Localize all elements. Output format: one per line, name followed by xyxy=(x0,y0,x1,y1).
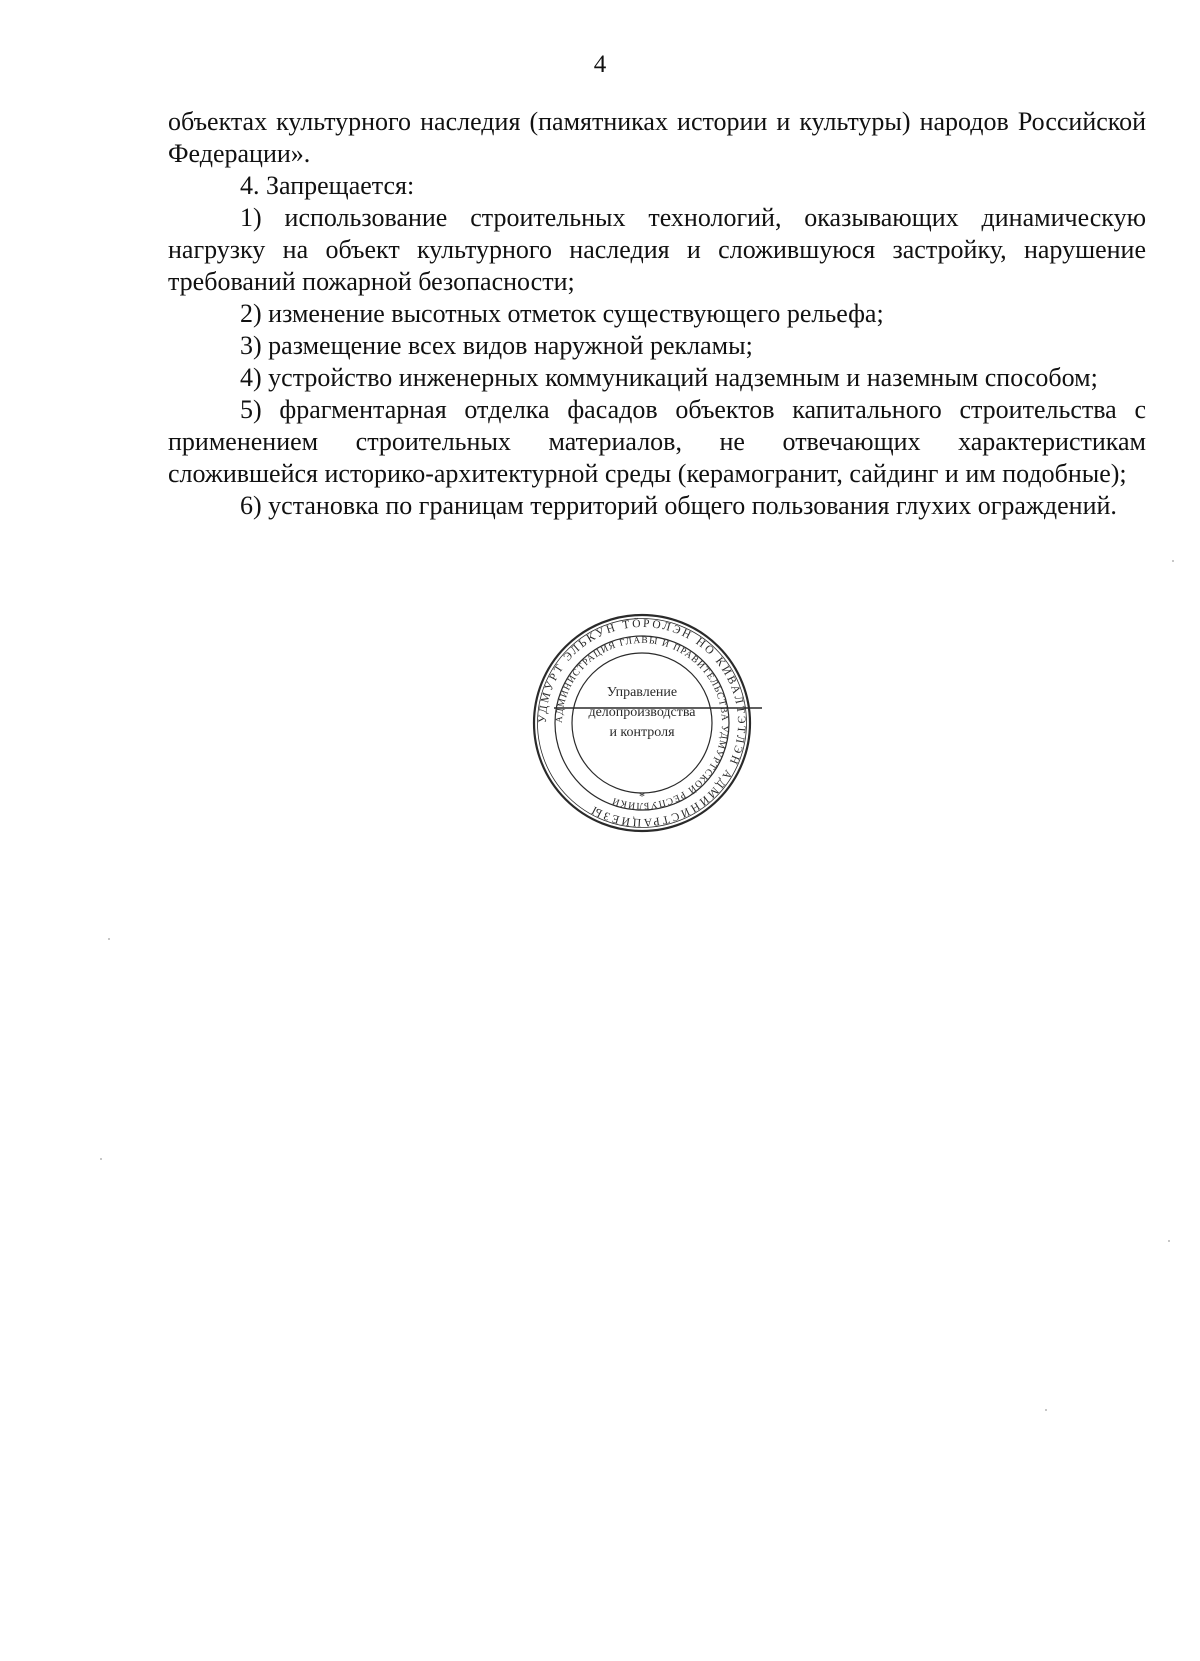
official-seal xyxy=(522,612,762,834)
paragraph-continuation: объектах культурного наследия (памятниках истории и культуры) народов Российской Федерации». xyxy=(168,107,1146,168)
scan-speck xyxy=(108,938,110,940)
seal-outer-text: УДМУРТ ЭЛЬКУН ТӦРОЛЭН НО КИВАЛТЭТЛЭН АДМИНИСТРАЦИЕЗЫ xyxy=(536,617,748,829)
seal-center-line-3: и контроля xyxy=(609,725,675,740)
seal-inner-text: АДМИНИСТРАЦИЯ ГЛАВЫ И ПРАВИТЕЛЬСТВА УДМУРТСКОЙ РЕСПУБЛИКИ xyxy=(554,635,730,811)
page-number: 4 xyxy=(593,51,607,78)
seal-star-icon: * xyxy=(639,789,645,803)
seal-center-line-2: делопроизводства xyxy=(588,705,696,720)
paragraph-item-4: 4) устройство инженерных коммуникаций надземным и наземным способом; xyxy=(240,363,1098,392)
paragraph-item-6: 6) установка по границам территорий общего пользования глухих ограждений. xyxy=(240,491,1117,520)
paragraph-section-4-heading: 4. Запрещается: xyxy=(240,171,415,200)
scan-speck xyxy=(1168,1240,1170,1242)
seal-graphic xyxy=(522,612,762,834)
seal-inner-ring xyxy=(572,653,712,793)
paragraph-item-3: 3) размещение всех видов наружной рекламы; xyxy=(240,331,753,360)
scan-speck xyxy=(1172,560,1174,562)
scan-speck xyxy=(100,1158,102,1160)
paragraph-item-5: 5) фрагментарная отделка фасадов объектов капитального строительства с применением строительных материалов, не отвечающих характеристикам сложившейся историко-архитектурной среды (керамогранит, сайдинг и им подобные); xyxy=(168,395,1146,488)
paragraph-item-2: 2) изменение высотных отметок существующего рельефа; xyxy=(240,299,884,328)
document-body xyxy=(168,106,1146,522)
seal-center-line-1: Управление xyxy=(606,685,678,700)
paragraph-item-1: 1) использование строительных технологий, оказывающих динамическую нагрузку на объект культурного наследия и сложившуюся застройку, нарушение требований пожарной безопасности; xyxy=(168,203,1146,296)
scan-speck xyxy=(1045,1409,1047,1411)
